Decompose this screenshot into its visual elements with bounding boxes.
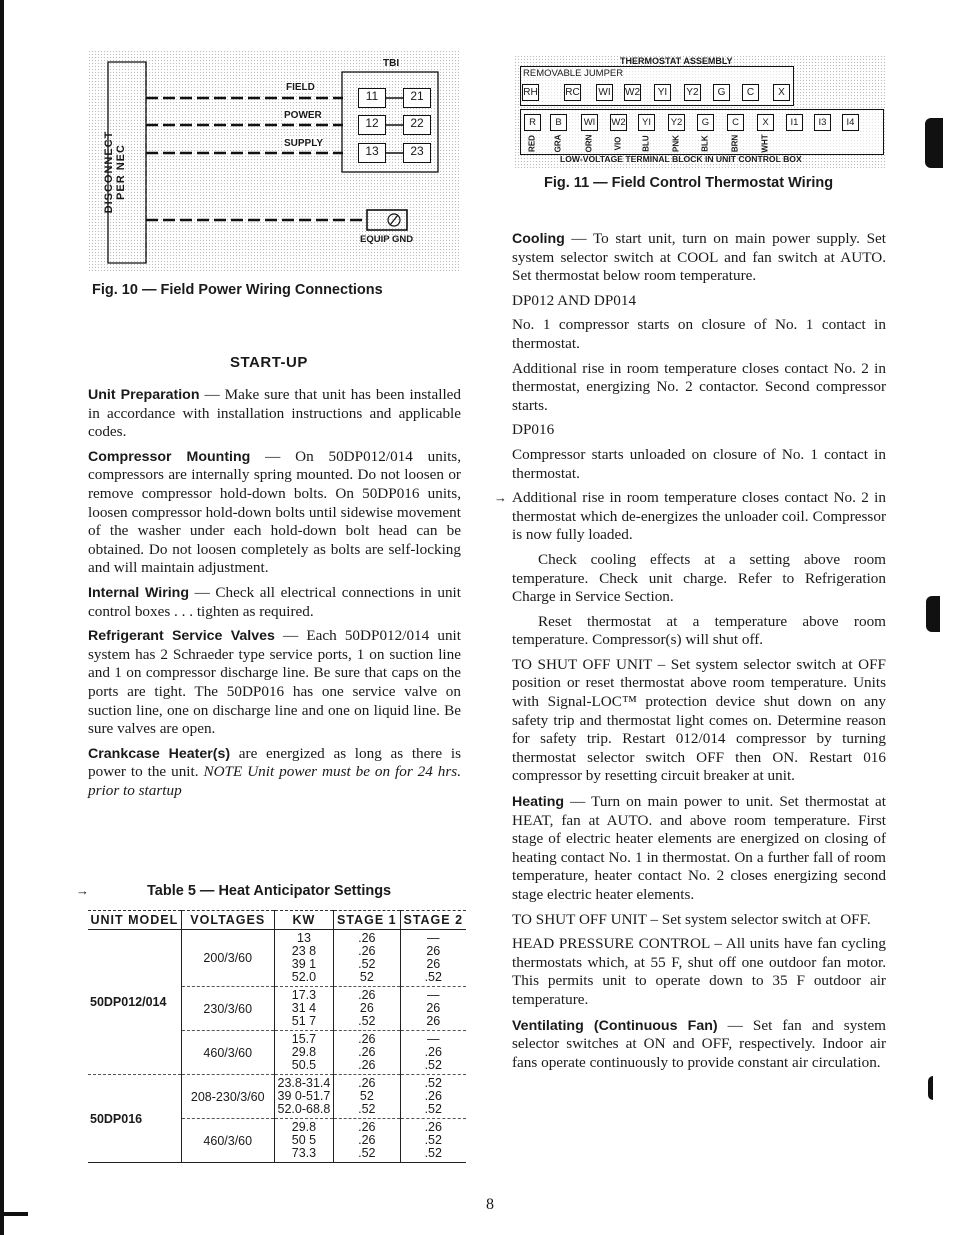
s2-value: — [427, 988, 440, 1002]
s2-cell [400, 1075, 466, 1119]
block-terminal: YI [638, 114, 655, 131]
wire-color-label: BLU [641, 135, 651, 152]
margin-mark-2 [926, 596, 940, 632]
wire-color-label: PNK [671, 135, 681, 152]
tb1-label: TBI [383, 58, 400, 69]
s1-value: .26 [358, 1076, 376, 1090]
table-row [88, 1075, 466, 1119]
s1-value: .26 [358, 1058, 376, 1072]
s2-value: .26 [424, 1120, 442, 1134]
terminal-block-label: LOW-VOLTAGE TERMINAL BLOCK IN UNIT CONTROL BOX [560, 154, 802, 164]
s2-value: .52 [424, 1102, 442, 1116]
stat-terminal: W2 [624, 84, 641, 101]
cooling-para: Cooling — To start unit, turn on main power supply. Set system selector switch at COOL and fan switch at AUTO. Set thermostat below room temperature. [512, 230, 886, 285]
wire-color-label: ORN [584, 134, 594, 153]
s2-value: 26 [426, 957, 441, 971]
block-terminal: WI [581, 114, 598, 131]
terminal-23: 23 [403, 143, 431, 163]
jumper-label: REMOVABLE JUMPER [523, 68, 624, 79]
s1-cell [334, 987, 400, 1031]
ventilating-para: Ventilating (Continuous Fan) — Set fan and system selector switches at ON and OFF, respectively. Indoor air fans operate continuously to provide constant air circulation. [512, 1016, 886, 1071]
kw-cell [274, 1075, 333, 1119]
kw-value: 39 1 [291, 957, 317, 971]
voltage-cell: 460/3/60 [181, 1031, 274, 1075]
s2-cell [400, 1031, 466, 1075]
dp016-para1: Compressor starts unloaded on closure of No. 1 contact in thermostat. [512, 445, 886, 482]
wire-color-label: WHT [760, 134, 770, 153]
block-terminal: I1 [786, 114, 803, 131]
kw-value: 50.5 [291, 1058, 317, 1072]
col-kw: KW [274, 911, 333, 930]
col-unit-model: UNIT MODEL [88, 911, 181, 930]
refrigerant-valves-para: Refrigerant Service Valves — Each 50DP012/014 unit system has 2 Schraeder type service ports, 1 on suction line and 1 on compressor discharge line. Be sure that caps on the ports are tight. The 50DP016 has one service valve on suction line, one on discharge line and one on liquid line. Be sure valves are open. [88, 627, 461, 738]
s1-cell [334, 930, 400, 987]
kw-value: 50 5 [291, 1133, 317, 1147]
block-terminal: Y2 [668, 114, 685, 131]
head-pressure-para: HEAD PRESSURE CONTROL – All units have fan cycling thermostats which, at 55 F, shut off one outdoor fan motor. This permits unit to operate down to 35 F outdoor air temperature. [512, 935, 886, 1008]
s2-value: .52 [424, 1133, 442, 1147]
wire-color-label: VIO [613, 136, 623, 151]
dp016-para2: → Additional rise in room temperature closes contact No. 2 in thermostat which de-energizes the unloader coil. Compressor is now fully loaded. [494, 489, 886, 544]
block-terminal: W2 [610, 114, 627, 131]
wire-color-label: BLK [700, 135, 710, 152]
kw-value: 17.3 [291, 988, 317, 1002]
block-terminal: G [697, 114, 714, 131]
s1-cell [334, 1031, 400, 1075]
s2-cell [400, 930, 466, 987]
kw-value: 23 8 [291, 944, 317, 958]
s1-value: .26 [358, 1032, 376, 1046]
wire-color-label: GRA [553, 134, 563, 153]
power-label: POWER [284, 110, 322, 121]
table5-title: Table 5 — Heat Anticipator Settings [147, 883, 392, 899]
margin-mark-3 [928, 1076, 933, 1100]
s1-value: .52 [358, 957, 376, 971]
unit-model-cell: 50DP016 [88, 1075, 181, 1163]
s1-value: .26 [358, 988, 376, 1002]
s1-value: .26 [358, 931, 376, 945]
s1-value: .26 [358, 944, 376, 958]
terminal-21: 21 [403, 88, 431, 108]
terminal-22: 22 [403, 115, 431, 135]
col-voltages: VOLTAGES [181, 911, 274, 930]
kw-value: 51 7 [291, 1014, 317, 1028]
terminal-11: 11 [358, 88, 386, 108]
kw-value: 15.7 [291, 1032, 317, 1046]
s1-value: 52 [359, 970, 374, 984]
page-number: 8 [486, 1196, 494, 1213]
dp012-para1: No. 1 compressor starts on closure of No. 1 contact in thermostat. [512, 316, 886, 352]
check-cooling-para: Check cooling effects at a setting above room temperature. Check unit charge. Refer to Refrigeration Charge in Service Section. [512, 550, 886, 606]
s1-cell [334, 1119, 400, 1163]
stat-terminal: WI [596, 84, 613, 101]
kw-cell [274, 1119, 333, 1163]
s2-value: .52 [424, 970, 442, 984]
fig11-diagram [514, 55, 886, 168]
block-terminal: I3 [814, 114, 831, 131]
block-terminal: B [550, 114, 567, 131]
s2-value: 26 [426, 1001, 441, 1015]
revision-arrow: → [494, 490, 507, 506]
right-body [494, 230, 886, 1072]
dp016-heading: DP016 [512, 421, 555, 439]
shutoff-heating-para: TO SHUT OFF UNIT – Set system selector switch at OFF. [512, 910, 871, 928]
reset-para: Reset thermostat at a temperature above room temperature. Compressor(s) will shut off. [512, 612, 886, 649]
stat-terminal: C [742, 84, 759, 101]
voltage-cell: 460/3/60 [181, 1119, 274, 1163]
s1-value: .26 [358, 1120, 376, 1134]
s2-value: .26 [424, 1089, 442, 1103]
s2-value: .52 [424, 1146, 442, 1160]
block-terminal: C [727, 114, 744, 131]
stat-terminal: Y2 [684, 84, 701, 101]
terminal-12: 12 [358, 115, 386, 135]
dp012-heading: DP012 AND DP014 [512, 291, 637, 309]
kw-value: 13 [297, 931, 311, 945]
stat-terminal: RC [564, 84, 581, 101]
equip-gnd-label: EQUIP GND [360, 234, 414, 245]
block-terminal: R [524, 114, 541, 131]
s1-value: .52 [358, 1102, 376, 1116]
stat-terminal: RH [522, 84, 539, 101]
voltage-cell: 208-230/3/60 [181, 1075, 274, 1119]
voltage-cell: 200/3/60 [181, 930, 274, 987]
s2-cell [400, 987, 466, 1031]
unit-model-cell: 50DP012/014 [88, 930, 181, 1075]
s1-value: .26 [358, 1133, 376, 1147]
fig11-caption: Fig. 11 — Field Control Thermostat Wiring [544, 175, 834, 191]
kw-value: 29.8 [291, 1120, 317, 1134]
internal-wiring-para: Internal Wiring — Check all electrical connections in unit control boxes . . . tighten as required. [88, 583, 461, 620]
col-stage2: STAGE 2 [400, 911, 466, 930]
s2-value: .52 [424, 1058, 442, 1072]
thermostat-assembly-label: THERMOSTAT ASSEMBLY [620, 56, 733, 66]
left-binding-edge [0, 0, 4, 1235]
s1-value: 52 [359, 1089, 374, 1103]
s2-value: — [427, 1032, 440, 1046]
s2-value: .26 [424, 1045, 442, 1059]
kw-cell [274, 930, 333, 987]
shutoff-cooling-para: TO SHUT OFF UNIT – Set system selector switch at OFF position or reset thermostat above room temperature. Units with Signal-LOC™ protection device shut down on any safety trip and thermostat light comes on. Determine reason for safety trip. Restart 012/014 compressor by turning thermostat selector switch OFF then ON. Restart 016 compressor by resetting circuit breaker at unit. [512, 655, 886, 785]
kw-value: 29.8 [291, 1045, 317, 1059]
s2-value: 26 [426, 1014, 441, 1028]
s1-value: .52 [358, 1014, 376, 1028]
table-row [88, 930, 466, 987]
startup-heading: START-UP [230, 354, 308, 371]
s1-cell [334, 1075, 400, 1119]
kw-value: 39 0-51.7 [277, 1089, 331, 1103]
supply-label: SUPPLY [284, 138, 324, 149]
s1-value: .26 [358, 1045, 376, 1059]
dp012-para2: Additional rise in room temperature closes contact No. 2 in thermostat, energizing No. 2 contactor. Second compressor starts. [512, 359, 886, 414]
col-stage1: STAGE 1 [334, 911, 400, 930]
left-body [88, 386, 461, 800]
s2-value: — [427, 931, 440, 945]
s1-value: .52 [358, 1146, 376, 1160]
wire-color-label: BRN [730, 134, 740, 153]
kw-value: 52.0-68.8 [277, 1102, 331, 1116]
disconnect-label: DISCONNECT PER NEC [103, 130, 127, 214]
stat-terminal: G [713, 84, 730, 101]
table5-arrow: → [76, 883, 89, 898]
heating-para: Heating — Turn on main power to unit. Set thermostat at HEAT, fan at AUTO. and above room temperature. First stage of electric heater elements are energized on closing of heating contact No. 1 in thermostat. On a further fall of room temperature, heater contact No. 2 closes energizing second stage electric heater elements. [512, 793, 886, 903]
block-terminal: I4 [842, 114, 859, 131]
fig10-caption: Fig. 10 — Field Power Wiring Connections [92, 282, 383, 298]
crankcase-heater-para: Crankcase Heater(s) are energized as long as there is power to the unit. NOTE Unit power must be on for 24 hrs. prior to startup [88, 744, 461, 799]
margin-mark-1 [925, 118, 943, 168]
kw-cell [274, 1031, 333, 1075]
unit-preparation-para: Unit Preparation — Make sure that unit has been installed in accordance with installation instructions and applicable codes. [88, 386, 461, 441]
block-terminal: X [757, 114, 774, 131]
terminal-13: 13 [358, 143, 386, 163]
wire-color-label: RED [527, 135, 537, 152]
fig10-diagram [88, 50, 460, 272]
s2-value: .52 [424, 1076, 442, 1090]
stat-terminal: YI [654, 84, 671, 101]
kw-cell [274, 987, 333, 1031]
voltage-cell: 230/3/60 [181, 987, 274, 1031]
table5 [88, 910, 466, 1163]
bottom-edge-mark [0, 1212, 28, 1216]
kw-value: 73.3 [291, 1146, 317, 1160]
s2-value: 26 [426, 944, 441, 958]
stat-terminal: X [773, 84, 790, 101]
field-label: FIELD [286, 82, 315, 93]
kw-value: 23.8-31.4 [277, 1076, 331, 1090]
kw-value: 31 4 [291, 1001, 317, 1015]
compressor-mounting-para: Compressor Mounting — On 50DP012/014 units, compressors are internally spring mounted. Do not loosen or remove compressor hold-down bolts. On 50DP016 units, loosen compressor hold-down bolts until sidewise movement of the washer under each hold-down bolt head can be obtained. Do not loosen completely as bolts are self-locking and will maintain adjustment. [88, 447, 461, 577]
s2-cell [400, 1119, 466, 1163]
s1-value: 26 [359, 1001, 374, 1015]
kw-value: 52.0 [291, 970, 317, 984]
